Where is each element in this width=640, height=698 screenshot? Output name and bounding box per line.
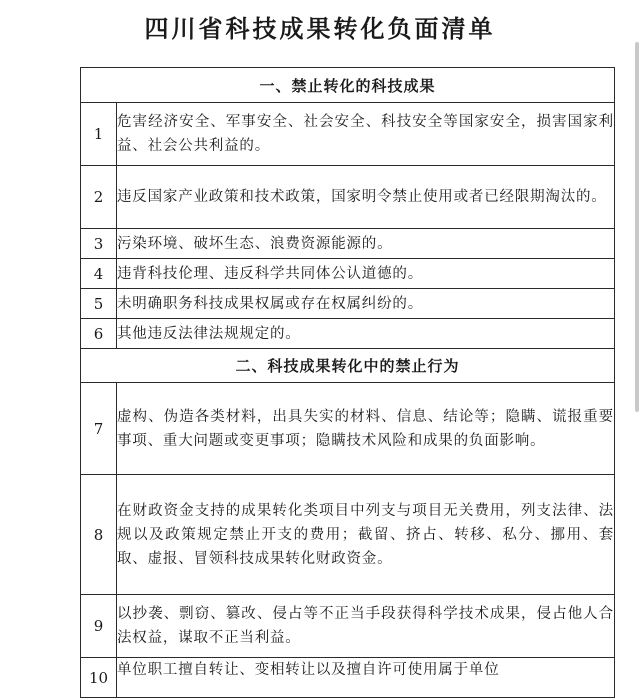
row-number: 8 — [81, 475, 117, 595]
row-number: 6 — [81, 319, 117, 349]
row-number: 7 — [81, 383, 117, 475]
negative-list-table — [80, 67, 615, 698]
row-number: 2 — [81, 166, 117, 229]
row-number: 3 — [81, 229, 117, 259]
table-row — [81, 319, 615, 349]
row-text: 以抄袭、剽窃、篡改、侵占等不正当手段获得科学技术成果，侵占他人合法权益，谋取不正当利益。 — [117, 595, 615, 658]
row-text: 未明确职务科技成果权属或存在权属纠纷的。 — [117, 289, 615, 319]
section-heading-1: 一、禁止转化的科技成果 — [81, 68, 615, 103]
row-number: 4 — [81, 259, 117, 289]
row-number: 5 — [81, 289, 117, 319]
row-number: 9 — [81, 595, 117, 658]
row-text: 危害经济安全、军事安全、社会安全、科技安全等国家安全，损害国家利益、社会公共利益的。 — [117, 103, 615, 166]
row-number: 1 — [81, 103, 117, 166]
section-header-row — [81, 68, 615, 103]
table-row — [81, 383, 615, 475]
table-row — [81, 259, 615, 289]
section-heading-2: 二、科技成果转化中的禁止行为 — [81, 349, 615, 383]
row-number: 10 — [81, 658, 117, 698]
row-text: 污染环境、破坏生态、浪费资源能源的。 — [117, 229, 615, 259]
table-row — [81, 289, 615, 319]
scrollbar-thumb[interactable] — [635, 42, 639, 412]
section-header-row — [81, 349, 615, 383]
page-title: 四川省科技成果转化负面清单 — [144, 14, 496, 43]
row-text: 违反国家产业政策和技术政策，国家明令禁止使用或者已经限期淘汰的。 — [117, 166, 615, 229]
table-row — [81, 166, 615, 229]
table-row — [81, 658, 615, 698]
table-row — [81, 475, 615, 595]
table-row — [81, 103, 615, 166]
table-row — [81, 595, 615, 658]
row-text: 在财政资金支持的成果转化类项目中列支与项目无关费用，列支法律、法规以及政策规定禁止开支的费用；截留、挤占、转移、私分、挪用、套取、虚报、冒领科技成果转化财政资金。 — [117, 475, 615, 595]
row-text: 其他违反法律法规规定的。 — [117, 319, 615, 349]
row-text: 违背科技伦理、违反科学共同体公认道德的。 — [117, 259, 615, 289]
row-text: 虚构、伪造各类材料，出具失实的材料、信息、结论等；隐瞒、谎报重要事项、重大问题或变更事项；隐瞒技术风险和成果的负面影响。 — [117, 383, 615, 475]
table-row — [81, 229, 615, 259]
row-text: 单位职工擅自转让、变相转让以及擅自许可使用属于单位 — [117, 658, 615, 698]
